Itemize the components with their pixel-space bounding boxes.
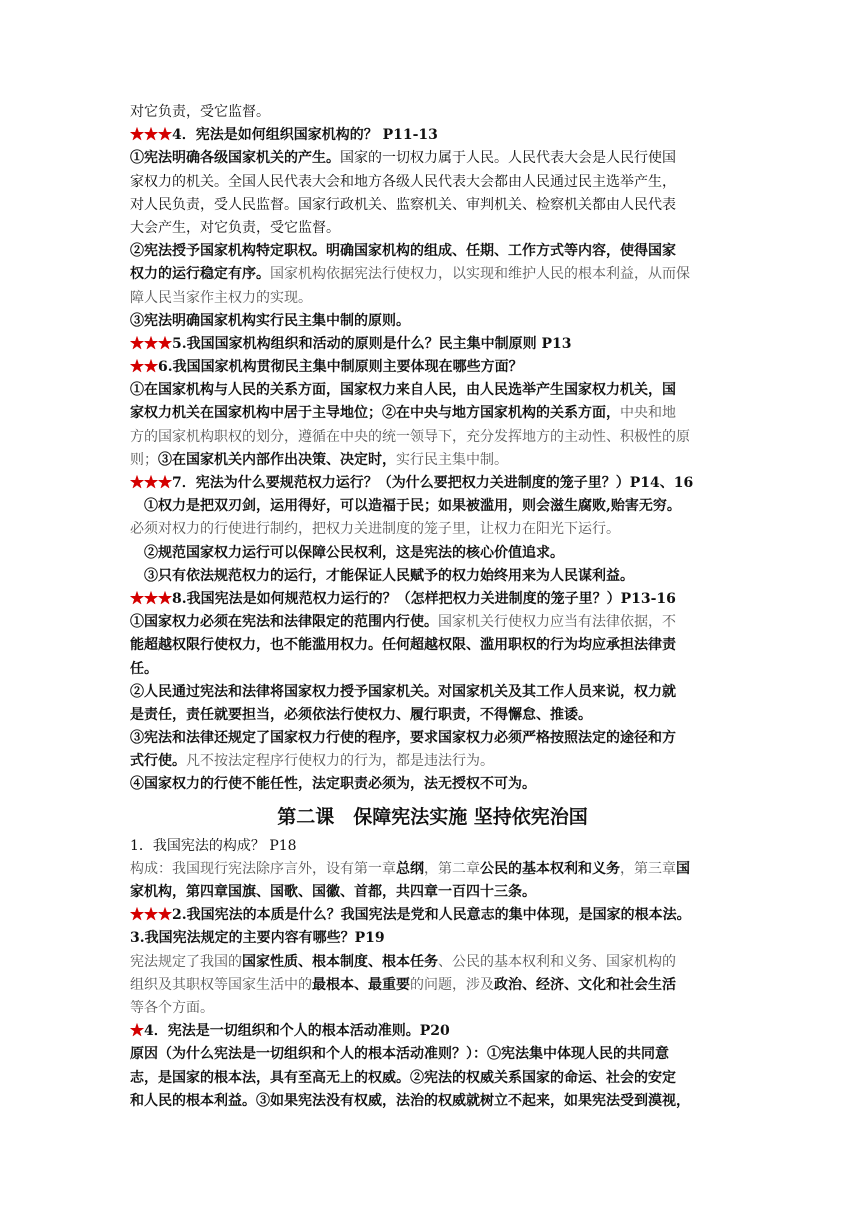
text-line: 对它负责，受它监督。: [130, 104, 270, 120]
section-1: 1．我国宪法的构成？ P18: [130, 837, 297, 854]
star-icon: ★★: [130, 359, 158, 376]
lesson-title: 第二课 保障宪法实施 坚持依宪治国: [277, 805, 588, 828]
answer-line: 方的国家机构职权的划分，遵循在中央的统一领导下，充分发挥地方的主动性、积极性的原: [130, 428, 690, 445]
star-icon: ★★★: [130, 907, 172, 924]
star-icon: ★★★: [130, 475, 172, 491]
answer-line: 家权力机关在国家机构中居于主导地位；②在中央与地方国家机构的关系方面，中央和地: [130, 405, 676, 422]
answer-line: ①在国家机构与人民的关系方面，国家权力来自人民，由人民选举产生国家权力机关，国: [130, 382, 676, 399]
question-5: ★★★5.我国国家机构组织和活动的原则是什么？民主集中制原则 P13: [130, 335, 572, 352]
answer-line: 组织及其职权等国家生活中的最根本、最重要的问题，涉及政治、经济、文化和社会生活: [130, 976, 676, 993]
star-icon: ★★★: [130, 127, 172, 144]
answer-line: ①国家权力必须在宪法和法律限定的范围内行使。国家机关行使权力应当有法律依据，不: [130, 614, 676, 631]
question-8: ★★★8.我国宪法是如何规范权力运行的？（怎样把权力关进制度的笼子里？）P13-16: [130, 590, 676, 607]
answer-line: ④国家权力的行使不能任性，法定职责必须为，法无授权不可为。: [130, 776, 536, 793]
answer-line: 宪法规定了我国的国家性质、根本制度、根本任务、公民的基本权利和义务、国家机构的: [130, 953, 676, 970]
answer-line: 原因（为什么宪法是一切组织和个人的根本活动准则？）：①宪法集中体现人民的共同意: [130, 1046, 669, 1063]
answer-line: 家机构，第四章国旗、国歌、国徽、首都，共四章一百四十三条。: [130, 884, 536, 900]
answer-line: 家权力的机关。全国人民代表大会和地方各级人民代表大会都由人民通过民主选举产生，: [130, 173, 676, 190]
answer-line: 大会产生，对它负责，受它监督。: [130, 219, 340, 236]
star-icon: ★★★: [130, 335, 172, 352]
question-7: ★★★7．宪法为什么要规范权力运行？（为什么要把权力关进制度的笼子里？）P14、16: [130, 475, 694, 491]
answer-line: ②规范国家权力运行可以保障公民权利，这是宪法的核心价值追求。: [144, 544, 564, 561]
section-3: 3.我国宪法规定的主要内容有哪些？P19: [130, 930, 385, 947]
answer-line: 权力的运行稳定有序。国家机构依据宪法行使权力，以实现和维护人民的根本利益，从而保: [130, 266, 690, 283]
question-6: ★★6.我国国家机构贯彻民主集中制原则主要体现在哪些方面？: [130, 359, 523, 376]
answer-line: 对人民负责，受人民监督。国家行政机关、监察机关、审判机关、检察机关都由人民代表: [130, 196, 676, 213]
answer-line: 任。: [130, 660, 158, 677]
document-page: [130, 101, 735, 1113]
answer-line: ③宪法和法律还规定了国家权力行使的程序，要求国家权力必须严格按照法定的途径和方: [130, 730, 676, 747]
section-2: ★★★2.我国宪法的本质是什么？我国宪法是党和人民意志的集中体现，是国家的根本法。: [130, 907, 691, 924]
answer-line: 障人民当家作主权力的实现。: [130, 289, 312, 306]
answer-line: ②人民通过宪法和法律将国家权力授予国家机关。对国家机关及其工作人员来说，权力就: [130, 683, 676, 700]
answer-line: ①宪法明确各级国家机关的产生。国家的一切权力属于人民。人民代表大会是人民行使国: [130, 150, 676, 167]
answer-line: 式行使。凡不按法定程序行使权力的行为，都是违法行为。: [130, 753, 494, 770]
answer-line: ③只有依法规范权力的运行，才能保证人民赋予的权力始终用来为人民谋利益。: [144, 567, 634, 584]
answer-line: 能超越权限行使权力，也不能滥用权力。任何超越权限、滥用职权的行为均应承担法律责: [130, 637, 676, 654]
answer-line: 则；③在国家机关内部作出决策、决定时，实行民主集中制。: [130, 451, 508, 468]
question-4: ★★★4．宪法是如何组织国家机构的？ P11-13: [130, 127, 438, 144]
answer-line: ③宪法明确国家机构实行民主集中制的原则。: [130, 312, 410, 329]
answer-line: ①权力是把双刃剑，运用得好，可以造福于民；如果被滥用，则会滋生腐败,贻害无穷。: [144, 498, 681, 515]
star-icon: ★★★: [130, 590, 172, 607]
answer-line: ②宪法授予国家机构特定职权。明确国家机构的组成、任期、工作方式等内容，使得国家: [130, 243, 676, 260]
answer-line: 等各个方面。: [130, 999, 214, 1016]
answer-line: 构成：我国现行宪法除序言外，设有第一章总纲，第二章公民的基本权利和义务，第三章国: [130, 860, 690, 877]
answer-line: 志，是国家的根本法，具有至高无上的权威。②宪法的权威关系国家的命运、社会的安定: [130, 1069, 676, 1086]
answer-line: 必须对权力的行使进行制约，把权力关进制度的笼子里，让权力在阳光下运行。: [130, 521, 620, 538]
section-4: ★4．宪法是一切组织和个人的根本活动准则。P20: [130, 1023, 450, 1040]
answer-line: 和人民的根本利益。③如果宪法没有权威，法治的权威就树立不起来，如果宪法受到漠视，: [130, 1092, 690, 1109]
star-icon: ★: [130, 1023, 144, 1040]
answer-line: 是责任，责任就要担当，必须依法行使权力、履行职责，不得懈怠、推诿。: [130, 706, 592, 723]
